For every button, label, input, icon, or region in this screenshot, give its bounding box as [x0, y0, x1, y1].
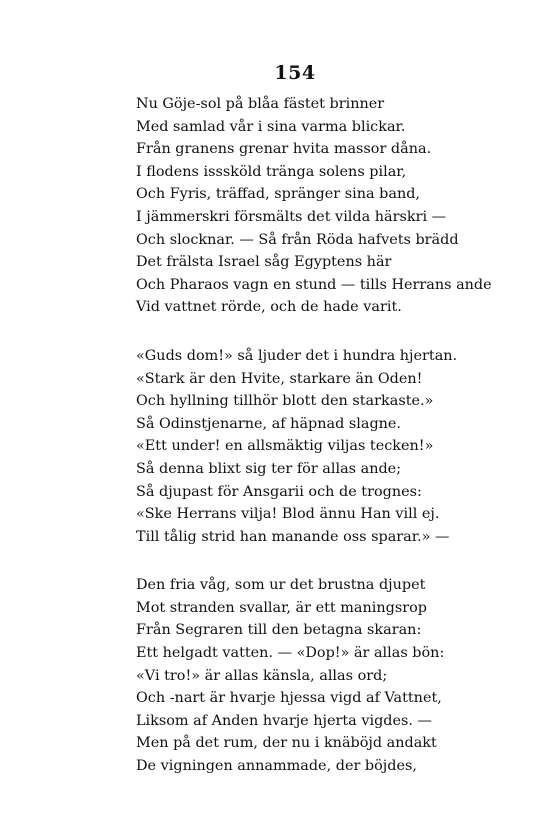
- poem-line: Men på det rum, der nu i knäböjd andakt: [136, 735, 437, 752]
- poem-line: Det frälsta Israel såg Egyptens här: [136, 254, 392, 271]
- poem-line: Och slocknar. — Så från Röda hafvets brädd: [136, 231, 459, 248]
- poem-line: Liksom af Anden hvarje hjerta vigdes. —: [136, 712, 432, 729]
- stanza-1: [136, 93, 540, 319]
- poem-line: Till tålig strid han manande oss sparar.» —: [136, 528, 450, 545]
- poem-line: «Stark är den Hvite, starkare än Oden!: [136, 370, 423, 387]
- poem-line: Den fria våg, som ur det brustna djupet: [136, 577, 426, 594]
- poem-body: [136, 93, 540, 778]
- poem-line: Så Odinstjenarne, af häpnad slagne.: [136, 415, 402, 432]
- poem-line: «Ske Herrans vilja! Blod ännu Han vill ej.: [136, 506, 440, 523]
- poem-line: Så denna blixt sig ter för allas ande;: [136, 460, 402, 477]
- poem-line: Vid vattnet rörde, och de hade varit.: [136, 299, 402, 316]
- poem-line: Nu Göje-sol på blåa fästet brinner: [136, 96, 385, 112]
- stanza-3: [136, 574, 540, 777]
- poem-line: I jämmerskri försmälts det vilda härskri —: [136, 208, 447, 225]
- poem-line: «Ett under! en allsmäktig viljas tecken!»: [136, 438, 434, 455]
- poem-line: I flodens isssköld tränga solens pilar,: [136, 163, 407, 180]
- poem-line: Så djupast för Ansgarii och de trognes:: [136, 483, 422, 500]
- poem-line: De vigningen annammade, der böjdes,: [136, 758, 417, 775]
- poem-line: Och Pharaos vagn en stund — tills Herrans ande: [136, 276, 492, 293]
- poem-line: «Vi tro!» är allas känsla, allas ord;: [136, 667, 388, 684]
- poem-line: Och -nart är hvarje hjessa vigd af Vattnet,: [136, 690, 442, 707]
- poem-line: Och hyllning tillhör blott den starkaste.»: [136, 393, 434, 410]
- page-number: 154: [274, 62, 316, 84]
- stanza-2: [136, 345, 540, 548]
- poem-line: Och Fyris, träffad, spränger sina band,: [136, 186, 420, 203]
- poem-line: Med samlad vår i sina varma blickar.: [136, 118, 406, 135]
- poem-line: Från granens grenar hvita massor dåna.: [136, 141, 432, 158]
- poem-line: «Guds dom!» så ljuder det i hundra hjertan.: [136, 347, 458, 364]
- poem-line: Ett helgadt vatten. — «Dop!» är allas bön:: [136, 645, 445, 662]
- poem-line: Från Segraren till den betagna skaran:: [136, 622, 422, 639]
- poem-line: Mot stranden svallar, är ett maningsrop: [136, 599, 427, 616]
